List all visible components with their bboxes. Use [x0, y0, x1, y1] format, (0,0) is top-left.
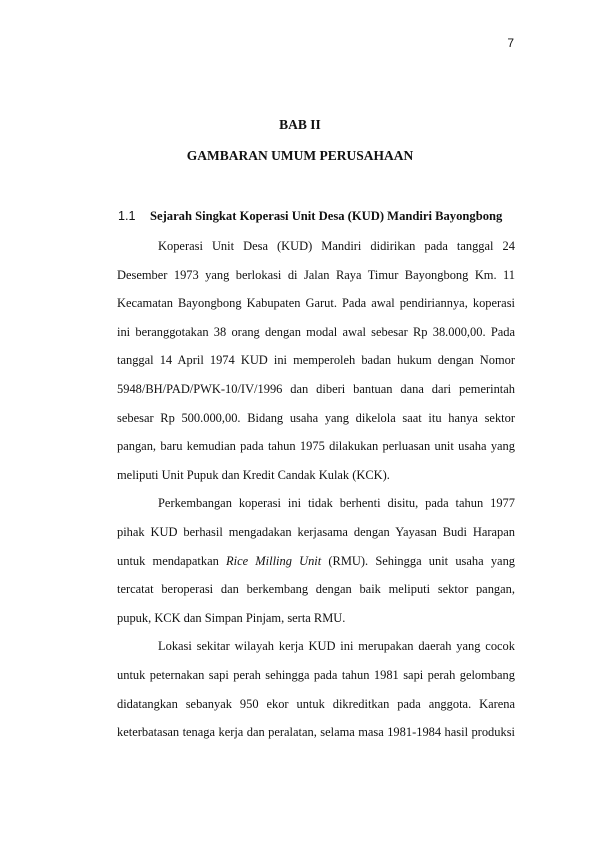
paragraph-3: Lokasi sekitar wilayah kerja KUD ini merupakan daerah yang cocok untuk peternakan sapi perah sehingga pada tahun 1981 sapi perah gelombang didatangkan sebanyak 950 ekor untuk dikreditkan pada anggota. Karena keterbatasan tenaga kerja dan peralatan, selama masa 1981-1984 hasil produksi [117, 639, 515, 740]
paragraph-2 [117, 489, 515, 632]
paragraph-2-text-b: (RMU). Sehingga unit usaha yang tercatat beroperasi dan berkembang dengan baik meliputi sektor pangan, pupuk, KCK dan Simpan Pinjam, serta RMU. [117, 553, 516, 625]
paragraph-2-text-a: Perkembangan koperasi ini tidak berhenti disitu, pada tahun 1977 pihak KUD berhasil mengadakan kerjasama dengan Yayasan Budi Harapan untuk mendapatkan [117, 496, 515, 568]
paragraph-1: Koperasi Unit Desa (KUD) Mandiri didirikan pada tanggal 24 Desember 1973 yang berlokasi di Jalan Raya Timur Bayongbong Km. 11 Kecamatan Bayongbong Kabupaten Garut. Pada awal pendiriannya, koperasi ini beranggotakan 38 orang dengan modal awal sebesar Rp 38.000,00. Pada tanggal 14 April 1974 KUD ini memperoleh badan hukum dengan Nomor 5948/BH/PAD/PWK-10/IV/1996 dan diberi bantuan dana dari pemerintah sebesar Rp 500.000,00. Bidang usaha yang dikelola saat itu hanya sektor pangan, baru kemudian pada tahun 1975 dilakukan perluasan unit usaha yang meliputi Unit Pupuk dan Kredit Candak Kulak (KCK). [117, 239, 515, 482]
section-title: Sejarah Singkat Koperasi Unit Desa (KUD) Mandiri Bayongbong [150, 209, 503, 223]
chapter-subtitle: GAMBARAN UMUM PERUSAHAAN [186, 148, 414, 163]
body-text [117, 232, 515, 747]
section-number: 1.1 [118, 209, 136, 223]
page-number: 7 [507, 36, 514, 50]
paragraph-2-italic-term: Rice Milling Unit [226, 553, 322, 568]
section-heading [118, 209, 502, 224]
chapter-title: BAB II [279, 117, 321, 132]
